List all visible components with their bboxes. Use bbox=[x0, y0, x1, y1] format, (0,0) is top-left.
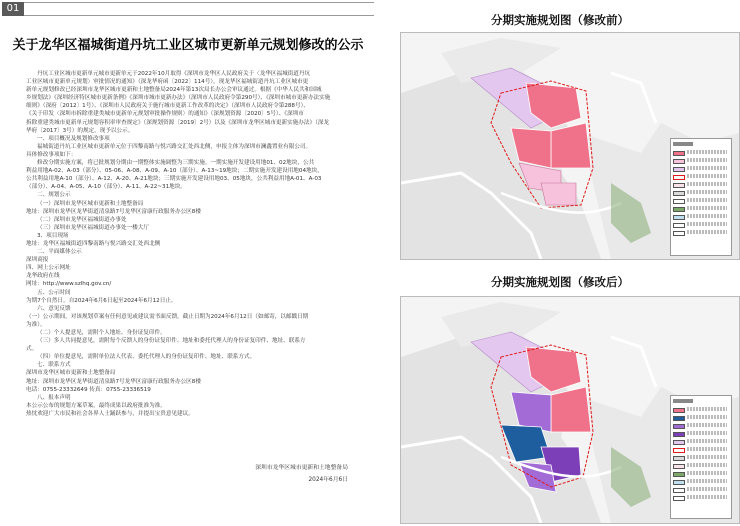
paragraph-line: 深圳市龙华区城市更新和土地整备局 bbox=[26, 370, 116, 377]
paragraph-line: （三）深圳市龙华区福城街道办事处一楼大厅 bbox=[37, 224, 149, 231]
paragraph-line: 工业区城市更新单元规划〉审批情况的通知》（深龙华府函〔2022〕114号），现龙华区福城街道丹坑工业区城市更 bbox=[26, 79, 309, 86]
paragraph-line: （二）个人提意见，需附个人地址、身份证复印件。 bbox=[37, 330, 166, 336]
paragraph-line: 乡规划法》《深圳经济特区城市更新条例》《深圳市城市更新办法》（深圳市人民政府令第290号）、《深圳市城市更新办法实施 bbox=[26, 95, 331, 102]
announcement-body bbox=[26, 70, 366, 418]
legend-title-bar bbox=[673, 142, 693, 146]
announcement-title: 关于龙华区福城街道丹坑工业区城市更新单元规划修改的公示 bbox=[12, 38, 364, 53]
map-before bbox=[400, 32, 740, 260]
paragraph-line: （二）深圳市龙华区福城街道办事处 bbox=[37, 216, 127, 223]
paragraph-line: 新单元规划修改已经深圳市龙华区城市更新和土地整备局2024年第13次局长办公会审议通过。根据《中华人民共和国城 bbox=[26, 87, 322, 94]
signature-date: 2024年6月6日 bbox=[308, 477, 348, 483]
paragraph-line: 丹坑工业区城市更新单元城市更新单元于2022年10月取得《深圳市龙华区人民政府关于〈龙华区福城街道丹坑 bbox=[37, 71, 311, 77]
paragraph-line: 二、规划公示 bbox=[37, 192, 71, 199]
paragraph-line: 地址：龙华区福城街道四黎南路与悦兴路交汇处西北侧 bbox=[26, 240, 161, 247]
paragraph-line: 式。 bbox=[26, 346, 38, 353]
paragraph-line: 龙华政府在线 bbox=[26, 273, 60, 280]
paragraph-line: 热忱欢迎广大市民和社会各界人士踊跃参与，并提出宝贵意见建议。 bbox=[26, 410, 194, 417]
paragraph-line: 地址：深圳市龙华区龙华街道清泉路7号龙华区富康行政服务办公区8楼 bbox=[26, 208, 201, 215]
page-number-badge: 01 bbox=[2, 2, 24, 16]
signature-org: 深圳市龙华区城市更新和土地整备局 bbox=[255, 465, 348, 471]
paragraph-line: 《关于印发〈深圳市拆除重建类城市更新单元规划审批操作规则〉的通知》（深规划资源〔2020〕5号）、《深圳市 bbox=[26, 111, 304, 118]
paragraph-line: 六、意见反馈 bbox=[37, 305, 71, 312]
map-title-after: 分期实施规划图（修改后） bbox=[491, 275, 629, 289]
paragraph-line: 网址：http://www.szlhq.gov.cn/ bbox=[26, 281, 112, 288]
paragraph-line: 拆除重建类城市更新单元规划容积率审查规定》（深规划资源〔2019〕2号）以及《深圳市龙华区城市更新实施办法》（深龙 bbox=[26, 119, 330, 126]
map-after bbox=[400, 296, 740, 524]
paragraph-line: （一）深圳市龙华区城市更新和土地整备局 bbox=[37, 200, 144, 207]
map-before-legend bbox=[670, 138, 732, 256]
paragraph-line: 华府〔2017〕3号）的规定，现予以公示。 bbox=[26, 127, 134, 134]
paragraph-line: 二、平面媒体公示 bbox=[37, 249, 82, 256]
paragraph-line: 八、报本声明 bbox=[37, 394, 71, 401]
paragraph-line: 七、联系方式 bbox=[37, 362, 71, 369]
paragraph-line: 3、项目现场 bbox=[37, 232, 69, 239]
paragraph-line: （四）单位提意见，需附单位法人代表、委托代理人的身份证复印件、地址、联系方式。 bbox=[37, 354, 256, 361]
paragraph-line: 利益用地A-02、A-03（部分）、05-06、A-08、A-09、A-10（部分）、A-13~19地块；二期实施开发建设用地04地块， bbox=[26, 168, 323, 175]
paragraph-line: 为期7个自然日，自2024年6月6日起至2024年6月12日止。 bbox=[26, 297, 177, 304]
map-after-legend bbox=[670, 395, 732, 519]
map-title-before: 分期实施规划图（修改前） bbox=[491, 13, 629, 27]
paragraph-line: 修改分期实施方案，将已批规划分期由一期整体实施调整为三期实施。一期实施开发建设用地01、02地块，公共 bbox=[37, 160, 315, 167]
paragraph-line: 为准）。 bbox=[26, 321, 46, 328]
paragraph-line: （三）多人共同提意见，需附每个反馈人的身份证复印件、地址和委托代理人的身份证复印件、地址、联系方 bbox=[37, 338, 306, 345]
paragraph-line: 本公示公布的规划方案草案，最终成果以政府批准为准。 bbox=[26, 402, 166, 409]
paragraph-line: 具体修改事项如下： bbox=[26, 151, 77, 158]
paragraph-line: 一、项目概况及规划修改事项 bbox=[37, 135, 110, 142]
paragraph-line: 地址：深圳市龙华区龙华街道清泉路7号龙华区富康行政服务办公区8楼 bbox=[26, 378, 201, 385]
paragraph-line: 公共利益用地A-10（部分）、A-12、A-20、A-21地块；三期实施开发建设用地03、05地块，公共利益用地A-01、A-03 bbox=[26, 176, 322, 183]
maps-panel bbox=[380, 0, 740, 526]
paragraph-line: 四、网上公示网址 bbox=[26, 265, 71, 272]
paragraph-line: （一）公示期间，对该规划草案有任何意见或建议需书面反馈，截止日期为2024年6月12日（如邮寄，以邮戳日期 bbox=[26, 313, 309, 320]
paragraph-line: （部分）、A-04、A-05、A-10（部分）、A-11、A-22~31地块。 bbox=[26, 184, 186, 191]
legend-title-bar bbox=[673, 399, 693, 403]
paragraph-line: 细则》（深府〔2012〕1号）、《深圳市人民政府关于施行城市更新工作改革的决定》（深圳市人民政府令第288号）、 bbox=[26, 103, 309, 110]
paragraph-line: 深圳商报 bbox=[26, 257, 49, 264]
paragraph-line: 电话：0755-23332649 传真：0755-23336519 bbox=[26, 386, 151, 393]
paragraph-line: 福城街道丹坑工业区城市更新单元位于四黎南路与悦兴路交汇处西北侧，申报主体为深圳市澜鑫置业有限公司。 bbox=[37, 143, 312, 150]
paragraph-line: 五、公示时间 bbox=[37, 289, 71, 296]
